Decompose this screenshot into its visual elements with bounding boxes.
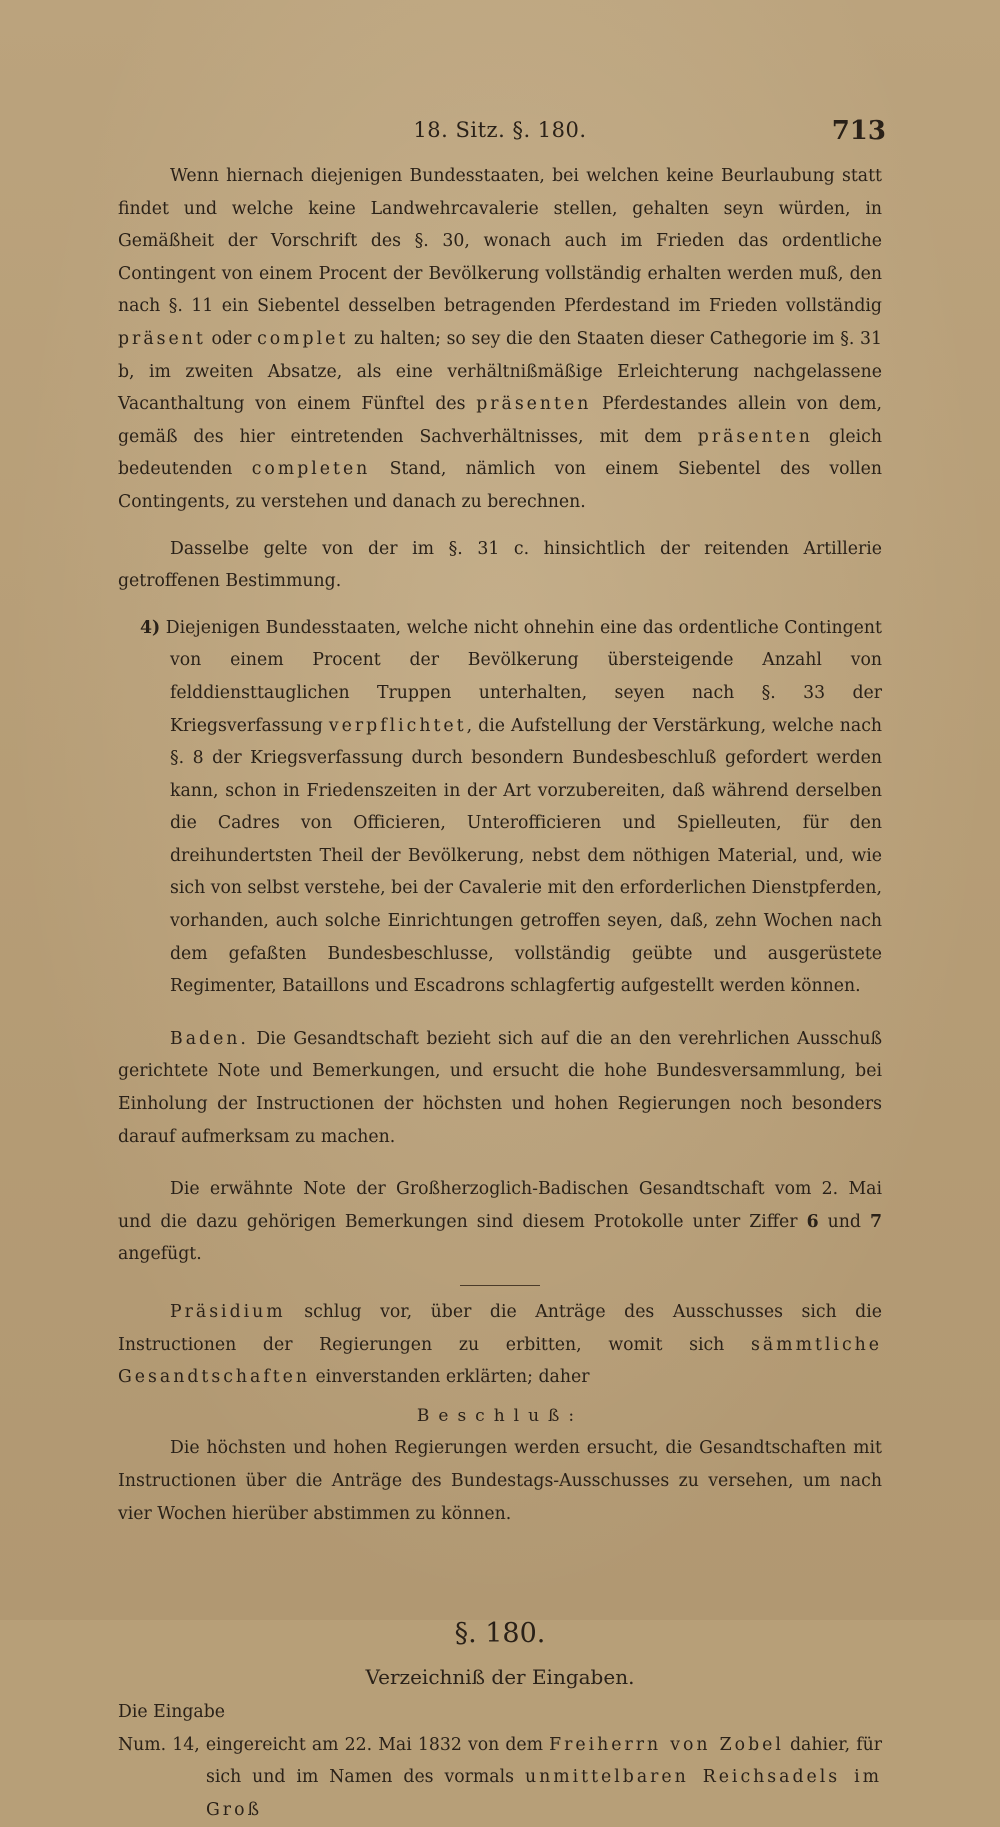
text-run: Wenn hiernach diejenigen Bundesstaaten, bei welchen keine Beurlaubung statt findet und welche keine Landwehrcavalerie stellen, gehalten seyn würden, in Gemäßheit der Vorschrift des §. 30, wonach auch im Frieden das ordentliche Contingent von einem Procent der Bevölkerung vollständig erhalten werden muß, den nach §. 11 ein Siebentel desselben betragenden Pferdestand im Frieden vollständig	[118, 166, 882, 317]
divider	[460, 1285, 540, 1286]
figure-ref: 6	[806, 1211, 819, 1232]
text-run: schlug vor, über die Anträge des Ausschusses sich die Instructionen der Regierungen zu erbitten, womit sich	[118, 1302, 882, 1355]
text-run: Num. 14, eingereicht am 22. Mai 1832 von dem	[118, 1734, 550, 1755]
text-run: angefügt.	[118, 1244, 202, 1265]
paragraph-artillerie: Dasselbe gelte von der im §. 31 c. hinsichtlich der reitenden Artillerie getroffenen Bestimmung.	[118, 538, 882, 592]
figure-ref: 7	[869, 1211, 882, 1232]
text-run: einverstanden erklärten; daher	[310, 1367, 590, 1388]
text-run: oder	[205, 328, 258, 349]
text-run: zu halten; so sey die den Staaten dieser Cathegorie im §. 31 b, im zweiten Absatze, als eine verhältnißmäßige Erleichterung nachgelassene Vacanthaltung von einem Fünftel des	[118, 328, 882, 415]
spaced-term: sämmtliche Gesandtschaften	[118, 1334, 882, 1388]
text-run: , die Aufstellung der Verstärkung, welche nach §. 8 der Kriegsverfassung durch besondern Bundesbeschluß gefordert werden kann, schon in Friedenszeiten in der Art vorzubereiten, daß während derselben die Cadres von Officieren, Unterofficieren und Spielleuten, für den dreihundertsten Theil der Bevölkerung, nebst dem nöthigen Material, und, wie sich von selbst verstehe, bei der Cavalerie mit den erforderlichen Dienstpferden, vorhanden, auch solche Einrichtungen getroffen seyen, daß, zehn Wochen nach dem gefaßten Bundesbeschlusse, vollständig geübte und ausgerüstete Regimenter, Bataillons und Escadrons schlagfertig aufgestellt werden können.	[170, 715, 882, 997]
spaced-term: präsent	[118, 328, 206, 349]
list-number: 4)	[140, 617, 161, 638]
running-title: 18. Sitz. §. 180.	[413, 118, 587, 142]
running-header	[118, 116, 886, 154]
speaker-name: Baden.	[170, 1028, 249, 1049]
resolution-label: Beschluß:	[416, 1405, 584, 1426]
entry-item	[118, 1729, 882, 1827]
spaced-term: unmittelbaren Reichsadels im Groß	[206, 1767, 882, 1820]
speaker-name: Präsidium	[170, 1302, 286, 1322]
spaced-term: präsenten	[697, 426, 813, 447]
spaced-term: Freiherrn von Zobel	[549, 1734, 784, 1755]
paragraph-praesidium	[118, 1296, 882, 1394]
entries-label: Die Eingabe	[118, 1702, 226, 1723]
text-run: Stand, nämlich von einem Siebentel des vollen Contingents, zu verstehen und danach zu berechnen.	[118, 459, 882, 512]
text-run: Pferdestandes allein von dem, gemäß des hier eintretenden Sachverhältnisses, mit dem	[118, 394, 882, 447]
paragraph-baden	[118, 1023, 882, 1153]
paragraph-resolution: Die höchsten und hohen Regierungen werden ersucht, die Gesandtschaften mit Instructionen über die Anträge des Bundestags-Ausschusses zu versehen, um nach vier Wochen hierüber abstimmen zu können.	[118, 1438, 882, 1524]
document-body	[118, 160, 882, 1827]
text-run: gleich bedeutenden	[118, 426, 882, 480]
spaced-term: complet	[257, 328, 349, 349]
text-run: Die Gesandtschaft bezieht sich auf die an den verehrlichen Ausschuß gerichtete Note und Bemerkungen, und ersucht die hohe Bundesversammlung, bei Einholung der Instructionen der höchsten und hohen Regierungen noch besonders darauf aufmerksam zu machen.	[118, 1028, 882, 1147]
text-run: und	[818, 1211, 870, 1232]
section-title: Verzeichniß der Eingaben.	[365, 1665, 635, 1690]
spaced-term: completen	[251, 459, 371, 480]
paragraph-note	[118, 1173, 882, 1271]
page-number: 713	[831, 116, 886, 146]
text-run: Die erwähnte Note der Großherzoglich-Badischen Gesandtschaft vom 2. Mai und die dazu gehörigen Bemerkungen sind diesem Protokolle unter Ziffer	[118, 1179, 882, 1232]
list-item-4	[118, 612, 882, 1003]
text-run: Diejenigen Bundesstaaten, welche nicht ohnehin eine das ordentliche Contingent von einem Procent der Bevölkerung übersteigende Anzahl von felddiensttauglichen Truppen unterhalten, seyen nach §. 33 der Kriegsverfassung	[160, 617, 882, 736]
paragraph-pferdestand	[118, 160, 882, 519]
spaced-term: verpflichtet	[328, 715, 467, 736]
spaced-term: präsenten	[476, 394, 592, 415]
section-number: §. 180.	[454, 1618, 546, 1650]
text-run: dahier, für sich und im Namen des vormals	[206, 1734, 882, 1788]
